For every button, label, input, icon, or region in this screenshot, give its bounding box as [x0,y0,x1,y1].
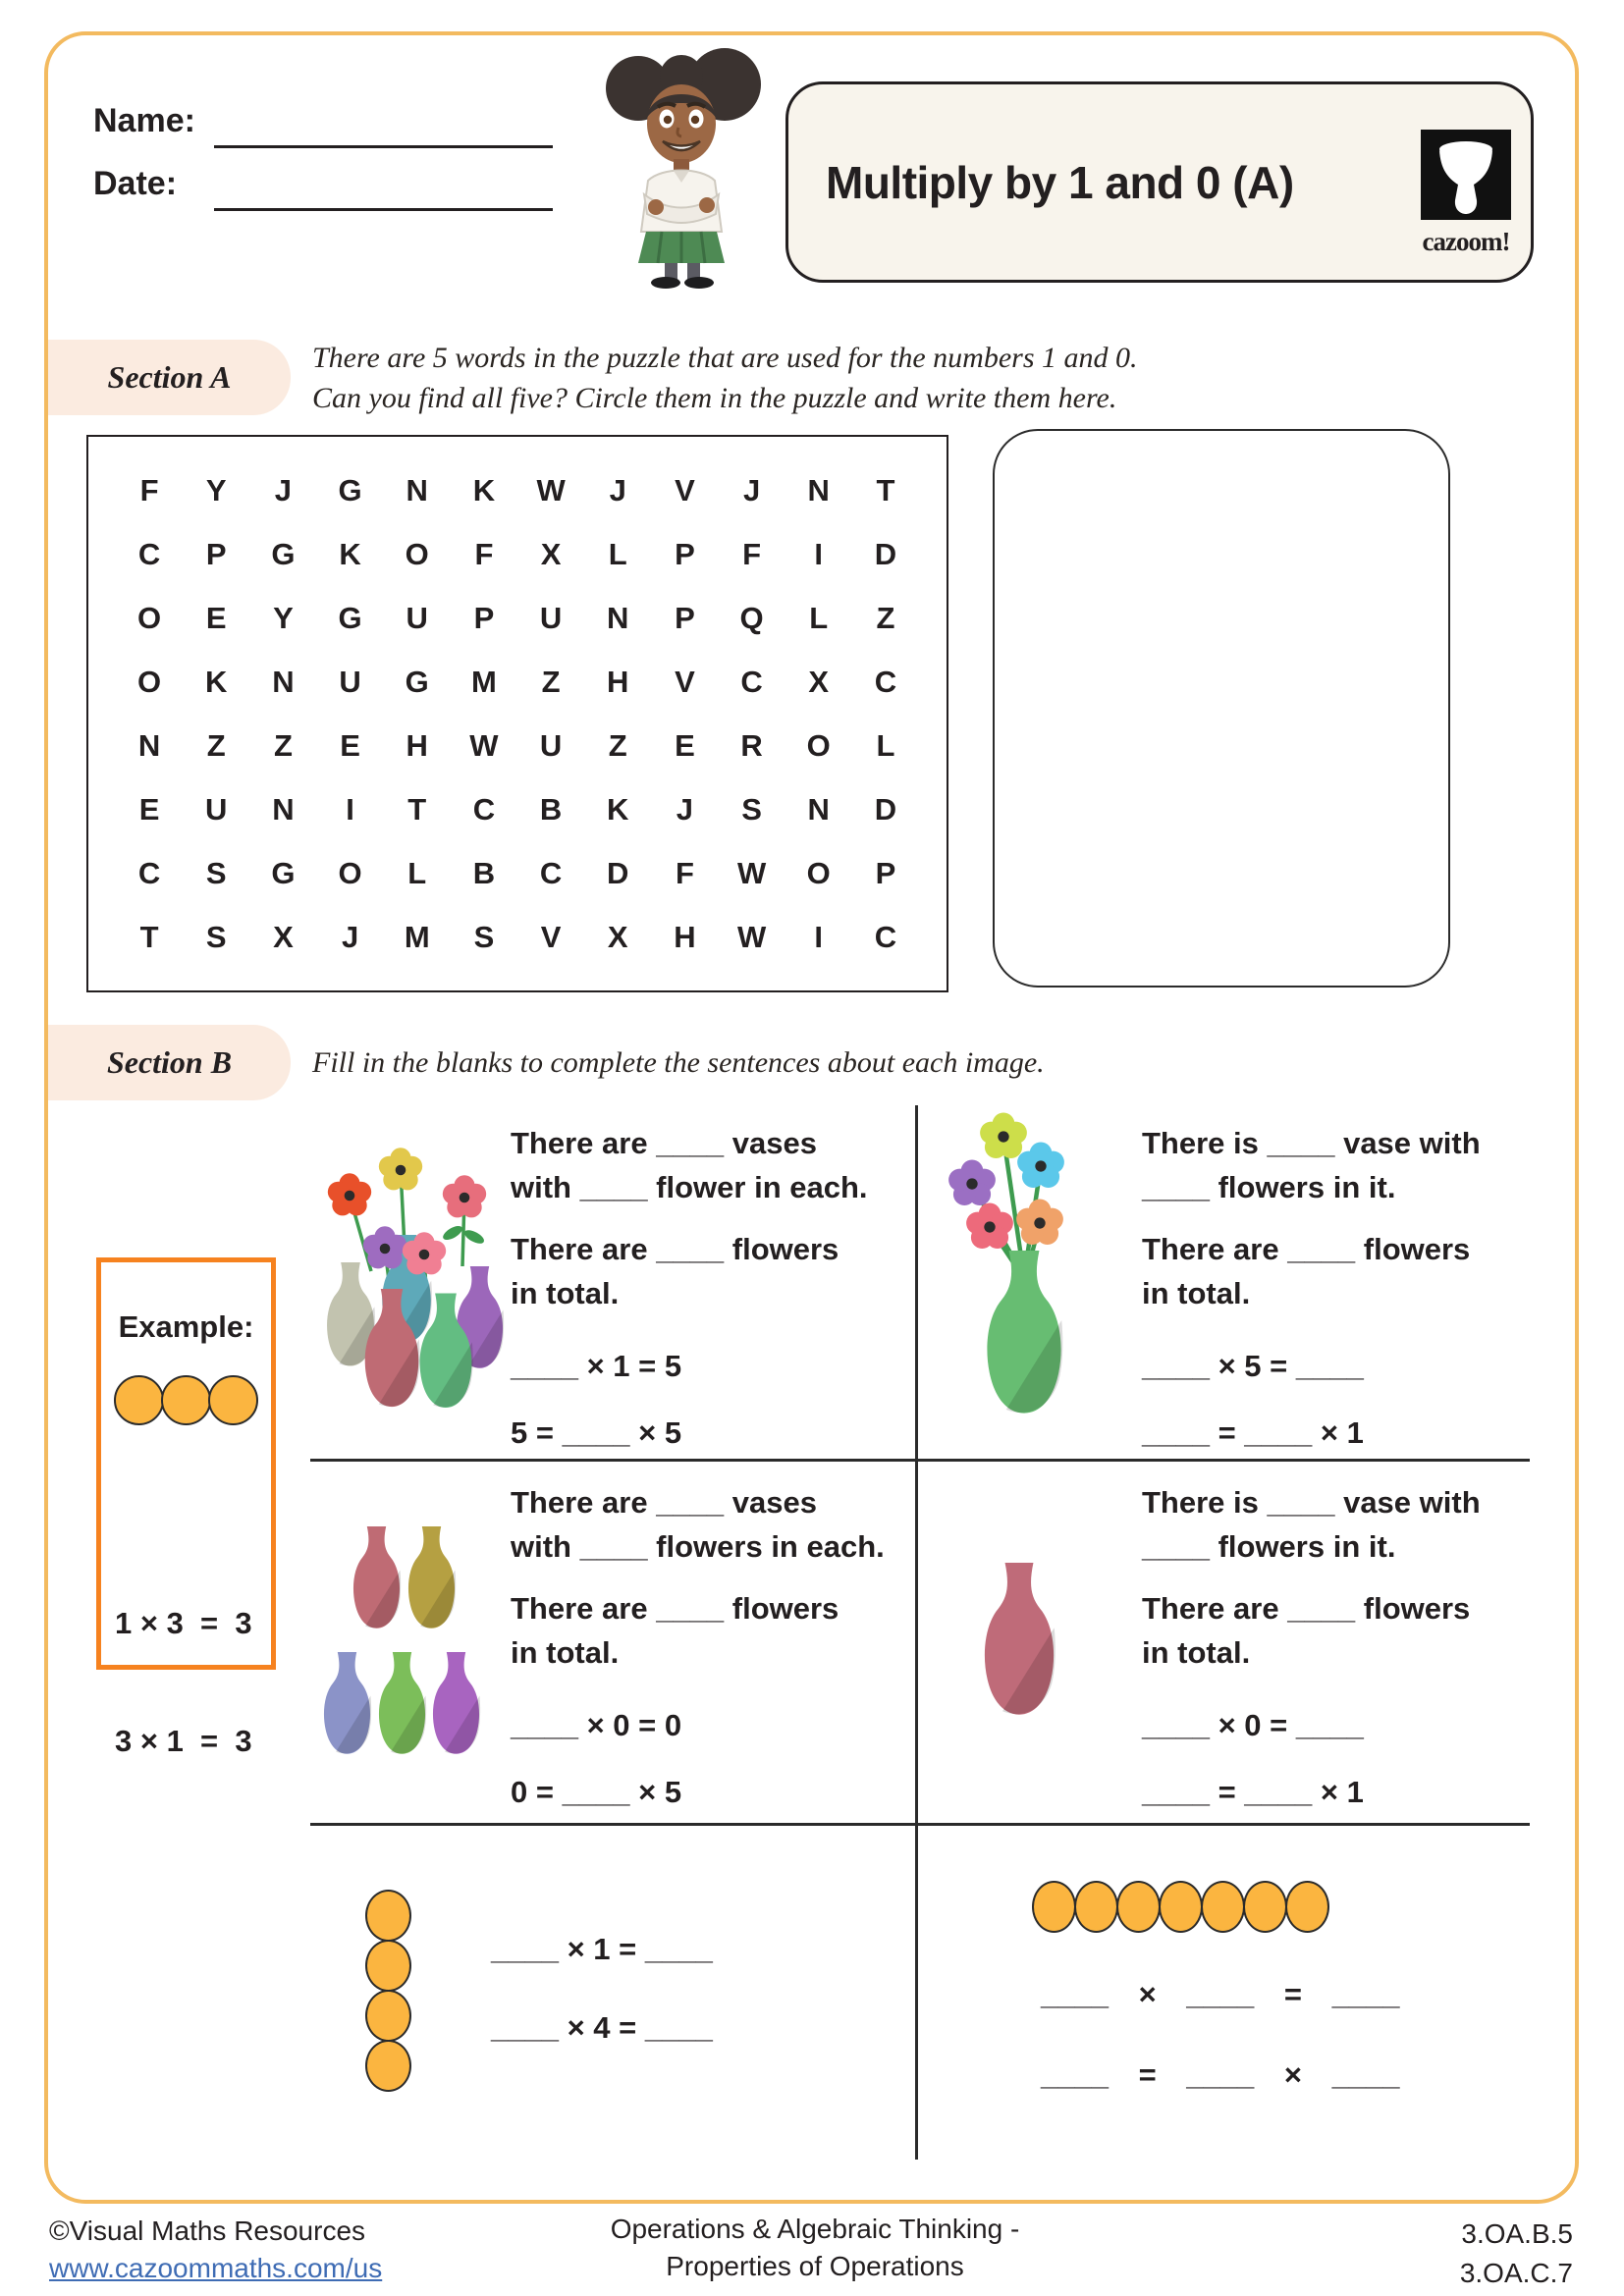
example-equation-2: 3 × 1 = 3 [115,1724,252,1758]
letter-cell: H [607,664,629,699]
letter-cell: M [470,664,497,699]
flower-icon [379,1148,422,1190]
q3-text [511,1480,923,1814]
q3-equation-1: ____ × 0 = 0 [511,1708,682,1742]
student-illustration [587,45,779,289]
one-vase-five-flowers-illustration [943,1105,1117,1433]
counter-dot [114,1375,164,1425]
letter-cell: R [740,727,763,763]
letter-cell: Z [206,727,226,763]
letter-cell: E [205,600,227,635]
example-label: Example: [118,1309,254,1344]
flower-icon [363,1226,406,1268]
letter-cell: C [137,855,161,890]
counter-dot [1285,1881,1329,1933]
letter-cell: P [675,536,695,571]
q3-sentence-line1: There are ____ vases [511,1485,817,1520]
letter-cell: K [607,791,629,827]
example-equation-1: 1 × 3 = 3 [115,1606,252,1640]
letter-cell: P [473,600,495,635]
counter-dot [365,2040,411,2092]
letter-cell: N [807,472,830,507]
letter-cell: B [472,855,496,890]
letter-cell: T [876,472,895,507]
letter-cell: M [404,919,430,954]
q3-sentence-line2: with ____ flowers in each. [511,1529,885,1564]
letter-cell: Q [739,600,764,635]
letter-cell: P [205,536,227,571]
letter-cell: U [339,664,361,699]
letter-cell: W [536,472,566,507]
letter-cell: V [675,472,695,507]
section-b-instructions: Fill in the blanks to complete the sentences about each image. [312,1046,1045,1079]
q2-sentence-line2: ____ flowers in it. [1142,1170,1396,1204]
letter-cell: D [874,791,897,827]
vase-icon [353,1526,401,1629]
vase-icon [985,1563,1056,1715]
row-divider-1 [310,1459,1530,1462]
letter-cell: G [405,664,429,699]
letter-cell: G [338,600,362,635]
letter-cell: E [340,727,360,763]
counter-dot [365,1940,411,1992]
letter-cell: L [809,600,829,635]
q2-text [1142,1121,1554,1455]
footer-copyright: ©Visual Maths Resources [49,2216,366,2246]
letter-cell: J [274,472,293,507]
footer-center [471,2211,1159,2285]
letter-cell: V [540,919,562,954]
letter-cell: K [205,664,228,699]
footer-center-line1: Operations & Algebraic Thinking - [610,2214,1020,2244]
letter-cell: L [407,855,427,890]
counter-dot [1074,1881,1118,1933]
letter-cell: I [346,791,354,827]
letter-cell: W [469,727,499,763]
letter-cell: S [205,919,227,954]
letter-cell: O [338,855,362,890]
q6-equation-2: ____ = ____ × ____ [1041,2057,1400,2092]
example-dots [101,1375,271,1425]
q4-equation-2: ____ = ____ × 1 [1142,1775,1364,1809]
letter-cell: O [806,855,831,890]
letter-cell: F [474,536,494,571]
section-a-instructions [312,338,1324,418]
name-line[interactable] [214,145,553,148]
footer-link[interactable]: www.cazoommaths.com/us [49,2253,383,2283]
q3-sentence-line4: in total. [511,1635,620,1670]
q1-sentence-line3: There are ____ flowers [511,1232,839,1266]
counter-dot [1032,1881,1076,1933]
letter-cell: T [139,919,159,954]
q4-sentence-line1: There is ____ vase with [1142,1485,1481,1520]
letter-cell: U [539,600,563,635]
letter-cell: O [137,664,162,699]
letter-cell: G [271,536,296,571]
letter-cell: H [406,727,428,763]
q2-equation-2: ____ = ____ × 1 [1142,1415,1364,1450]
answer-box[interactable] [993,429,1450,988]
counter-dot [208,1375,258,1425]
flower-icon [1017,1143,1064,1188]
flower-icon [980,1113,1027,1158]
footer-standard-1: 3.OA.B.5 [1461,2218,1573,2249]
letter-cell: S [741,791,762,827]
counter-dot [161,1375,211,1425]
footer-standard-2: 3.OA.C.7 [1459,2258,1573,2288]
date-line[interactable] [214,208,553,211]
logo-caption: cazoom! [1422,227,1510,256]
letter-cell: E [675,727,695,763]
letter-cell: Z [876,600,895,635]
letter-cell: J [742,472,761,507]
letter-cell: U [539,727,563,763]
letter-cell: J [341,919,359,954]
letter-cell: N [406,472,428,507]
five-vases-one-flower-illustration [322,1129,507,1428]
letter-cell: L [876,727,895,763]
letter-cell: Z [541,664,561,699]
letter-cell: P [675,600,695,635]
letter-cell: Y [205,472,227,507]
q1-sentence-line1: There are ____ vases [511,1126,817,1160]
letter-cell: N [807,791,830,827]
letter-cell: C [472,791,496,827]
flower-icon [1016,1200,1063,1245]
letter-cell: C [137,536,161,571]
letter-cell: U [406,600,428,635]
word-search-box [86,435,948,992]
letter-cell: N [272,664,295,699]
letter-cell: K [472,472,496,507]
counter-dot [365,1890,411,1942]
vase-icon [408,1526,456,1629]
letter-cell: X [607,919,628,954]
q4-sentence-line3: There are ____ flowers [1142,1591,1471,1626]
q1-sentence-line4: in total. [511,1276,620,1310]
letter-cell: E [138,791,160,827]
q1-sentence-line2: with ____ flower in each. [511,1170,868,1204]
letter-cell: S [205,855,227,890]
letter-cell: I [814,919,824,954]
q2-equation-1: ____ × 5 = ____ [1142,1349,1364,1383]
letter-cell: F [139,472,159,507]
letter-cell: X [808,664,830,699]
letter-cell: W [736,919,767,954]
letter-cell: Z [608,727,627,763]
date-label: Date: [93,165,178,202]
word-search-grid [116,458,919,969]
letter-cell: J [609,472,626,507]
name-label: Name: [93,102,195,139]
letter-cell: F [675,855,694,890]
letter-cell: O [806,727,831,763]
letter-cell: Y [273,600,294,635]
q3-sentence-line3: There are ____ flowers [511,1591,839,1626]
letter-cell: G [271,855,296,890]
footer-standards [1460,2215,1573,2293]
one-empty-vase-illustration [964,1563,1074,1730]
q4-text [1142,1480,1554,1814]
letter-cell: O [405,536,429,571]
letter-cell: H [674,919,696,954]
example-equations [115,1525,252,1840]
letter-cell: T [407,791,427,827]
letter-cell: I [814,536,824,571]
q2-sentence-line3: There are ____ flowers [1142,1232,1471,1266]
vase-icon [379,1652,426,1754]
letter-cell: N [137,727,161,763]
letter-cell: J [676,791,694,827]
q3-equation-2: 0 = ____ × 5 [511,1775,682,1809]
flower-icon [328,1173,371,1215]
flower-icon [966,1203,1013,1249]
q1-equation-2: 5 = ____ × 5 [511,1415,682,1450]
flower-icon [443,1175,486,1217]
letter-cell: P [875,855,896,890]
letter-cell: N [607,600,629,635]
row-divider-2 [310,1823,1530,1826]
letter-cell: S [473,919,495,954]
letter-cell: U [205,791,228,827]
cazoom-logo [1417,130,1515,257]
q4-sentence-line2: ____ flowers in it. [1142,1529,1396,1564]
letter-cell: C [539,855,563,890]
q5-counter-column [365,1891,411,2091]
letter-cell: Z [273,727,293,763]
example-box [96,1257,276,1758]
title-box [785,81,1534,283]
vase-icon [324,1652,371,1754]
counter-dot [1159,1881,1203,1933]
q5-equation-2: ____ × 4 = ____ [491,2010,713,2045]
drum-icon [1421,130,1511,220]
letter-cell: C [874,664,897,699]
section-a-label: Section A [48,340,291,415]
q1-equation-1: ____ × 1 = 5 [511,1349,682,1383]
letter-cell: K [339,536,361,571]
letter-cell: F [742,536,762,571]
q4-equation-1: ____ × 0 = ____ [1142,1708,1364,1742]
section-a-instructions-line2: Can you find all five? Circle them in the puzzle and write them here. [312,382,1117,414]
letter-cell: V [675,664,695,699]
section-b-label: Section B [48,1025,291,1100]
letter-cell: C [740,664,763,699]
q2-sentence-line4: in total. [1142,1276,1251,1310]
counter-dot [1243,1881,1287,1933]
letter-cell: O [137,600,162,635]
vase-icon [987,1251,1062,1414]
letter-cell: D [607,855,629,890]
letter-cell: W [736,855,767,890]
q4-sentence-line4: in total. [1142,1635,1251,1670]
flower-icon [948,1160,996,1205]
vase-icon [433,1652,480,1754]
five-empty-vases-illustration [316,1523,488,1769]
counter-dot [1116,1881,1161,1933]
letter-cell: D [874,536,897,571]
letter-cell: C [874,919,897,954]
footer-left [49,2213,382,2287]
letter-cell: B [539,791,563,827]
section-a-instructions-line1: There are 5 words in the puzzle that are used for the numbers 1 and 0. [312,342,1138,374]
letter-cell: G [338,472,362,507]
q6-equation-1: ____ × ____ = ____ [1041,1977,1400,2011]
letter-cell: X [540,536,562,571]
q5-equation-1: ____ × 1 = ____ [491,1932,713,1966]
letter-cell: N [272,791,295,827]
counter-dot [1201,1881,1245,1933]
footer-center-line2: Properties of Operations [666,2251,964,2281]
letter-cell: L [608,536,627,571]
q2-sentence-line1: There is ____ vase with [1142,1126,1481,1160]
counter-dot [365,1990,411,2042]
q6-counter-row [1033,1881,1328,1933]
page-title: Multiply by 1 and 0 (A) [826,156,1294,208]
q1-text [511,1121,923,1455]
letter-cell: X [273,919,294,954]
